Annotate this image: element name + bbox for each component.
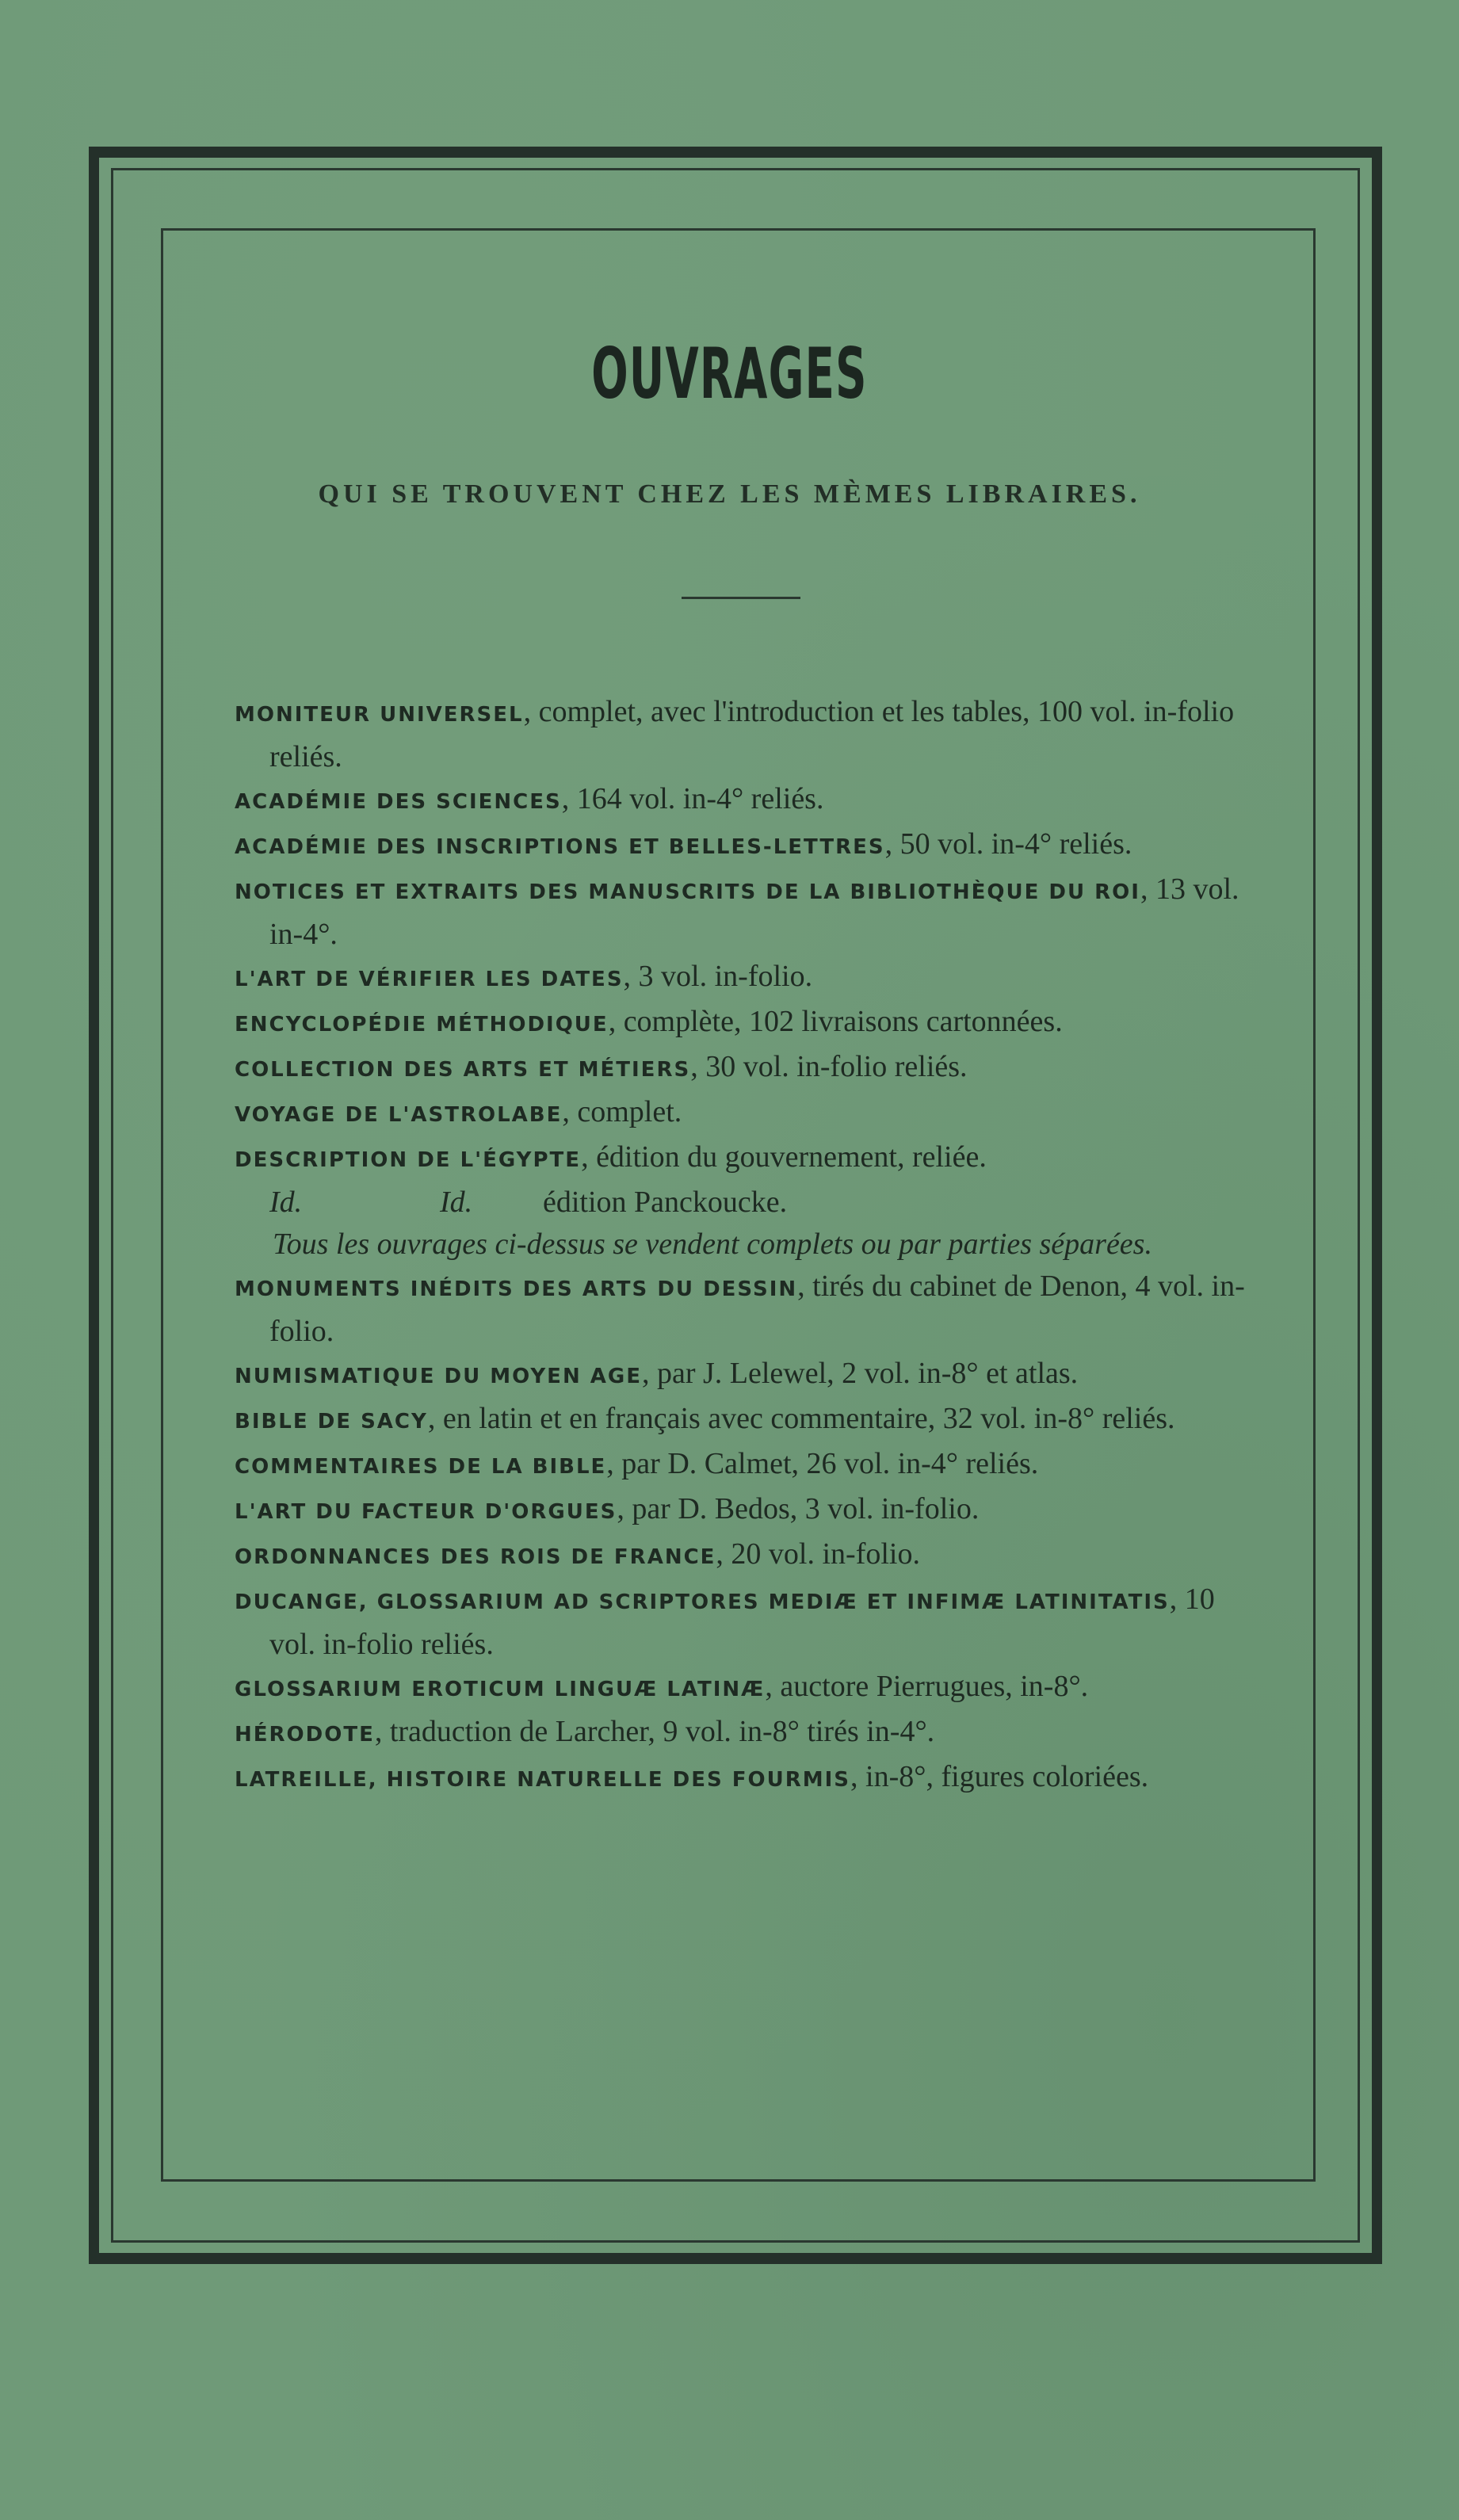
- entry-title: NOTICES ET EXTRAITS DES MANUSCRITS DE LA BIBLIOTHÈQUE DU ROI: [235, 880, 1140, 904]
- ditto-mark-1: Id.: [269, 1186, 303, 1219]
- entry-title: MONITEUR UNIVERSEL: [235, 703, 524, 727]
- entry-details: , tirés du cabinet de Denon, 4 vol. in-folio.: [269, 1270, 1245, 1348]
- catalog-entry: [235, 1756, 1249, 1801]
- entry-title: DUCANGE, GLOSSARIUM AD SCRIPTORES MEDIÆ ET INFIMÆ LATINITATIS: [235, 1590, 1170, 1614]
- entry-details: , par D. Bedos, 3 vol. in-folio.: [617, 1492, 980, 1525]
- entry-title: HÉRODOTE: [235, 1723, 375, 1747]
- entry-title: L'ART DE VÉRIFIER LES DATES: [235, 968, 624, 991]
- catalog-entry: [235, 1136, 1249, 1182]
- entry-title: LATREILLE, HISTOIRE NATURELLE DES FOURMIS: [235, 1768, 851, 1792]
- entry-details: , 164 vol. in-4° reliés.: [561, 782, 824, 815]
- entry-details: , 13 vol. in-4°.: [269, 872, 1239, 951]
- entry-details: , complète, 102 livraisons cartonnées.: [608, 1005, 1063, 1038]
- entry-title: L'ART DU FACTEUR D'ORGUES: [235, 1500, 617, 1524]
- entry-details: , 50 vol. in-4° reliés.: [884, 827, 1132, 861]
- entry-details: , par D. Calmet, 26 vol. in-4° reliés.: [606, 1447, 1039, 1480]
- entry-details: , complet.: [562, 1095, 682, 1128]
- catalog-entry: [235, 778, 1249, 823]
- catalog-note: Tous les ouvrages ci-dessus se vendent complets ou par parties séparées.: [273, 1228, 1152, 1261]
- entry-title: ENCYCLOPÉDIE MÉTHODIQUE: [235, 1013, 609, 1037]
- catalog-entry: [235, 1488, 1249, 1533]
- entry-title: ACADÉMIE DES SCIENCES: [235, 790, 562, 814]
- entry-details: , auctore Pierrugues, in-8°.: [765, 1670, 1089, 1703]
- catalog-entry: [235, 1353, 1249, 1398]
- entry-title: NUMISMATIQUE DU MOYEN AGE: [235, 1365, 642, 1388]
- entry-title: COMMENTAIRES DE LA BIBLE: [235, 1455, 607, 1479]
- catalog-entry: [235, 1579, 1249, 1666]
- catalog-entry: [235, 1533, 1249, 1579]
- entry-title: BIBLE DE SACY: [235, 1410, 428, 1434]
- entry-title: COLLECTION DES ARTS ET MÉTIERS: [235, 1058, 691, 1082]
- entry-details: , 20 vol. in-folio.: [716, 1537, 920, 1571]
- entry-details: , par J. Lelewel, 2 vol. in-8° et atlas.: [641, 1357, 1079, 1390]
- entry-title: GLOSSARIUM EROTICUM LINGUÆ LATINÆ: [235, 1678, 766, 1701]
- catalog-entry: [235, 869, 1249, 956]
- catalog-entry: [235, 1711, 1249, 1756]
- catalog-entry: [235, 1443, 1249, 1488]
- entry-details: , complet, avec l'introduction et les tables, 100 vol. in-folio reliés.: [269, 695, 1235, 773]
- entry-title: ORDONNANCES DES ROIS DE FRANCE: [235, 1545, 716, 1569]
- entry-title: DESCRIPTION DE L'ÉGYPTE: [235, 1148, 582, 1172]
- divider-rule: [682, 597, 800, 599]
- entry-title: ACADÉMIE DES INSCRIPTIONS ET BELLES-LETTRES: [235, 835, 885, 859]
- entry-details: , in-8°, figures coloriées.: [850, 1760, 1149, 1793]
- entry-details: , 30 vol. in-folio reliés.: [690, 1050, 968, 1083]
- catalog-entry: [235, 1046, 1249, 1091]
- ditto-row: [235, 1182, 1249, 1224]
- page-subtitle: QUI SE TROUVENT CHEZ LES MÈMES LIBRAIRES.: [318, 479, 1141, 509]
- catalog-entry: [235, 1001, 1249, 1046]
- ditto-mark-2: Id.: [440, 1186, 473, 1219]
- entry-details: , édition du gouvernement, reliée.: [581, 1140, 987, 1174]
- entry-details: , 3 vol. in-folio.: [623, 960, 813, 993]
- ditto-details: édition Panckoucke.: [543, 1186, 788, 1219]
- catalog-list: [235, 691, 1249, 1801]
- catalog-entry: [235, 1398, 1249, 1443]
- catalog-entry: [235, 1666, 1249, 1711]
- catalog-entry: [235, 956, 1249, 1001]
- entry-details: , 10 vol. in-folio reliés.: [269, 1583, 1215, 1661]
- catalog-entry: [235, 1266, 1249, 1353]
- catalog-entry: [235, 823, 1249, 869]
- catalog-entry: [235, 1091, 1249, 1136]
- catalog-entry: [235, 691, 1249, 778]
- entry-details: , traduction de Larcher, 9 vol. in-8° tirés in-4°.: [374, 1715, 935, 1748]
- entry-title: VOYAGE DE L'ASTROLABE: [235, 1103, 563, 1127]
- entry-details: , en latin et en français avec commentaire, 32 vol. in-8° reliés.: [427, 1402, 1175, 1435]
- page-title: OUVRAGES: [591, 333, 868, 414]
- entry-title: MONUMENTS INÉDITS DES ARTS DU DESSIN: [235, 1277, 798, 1301]
